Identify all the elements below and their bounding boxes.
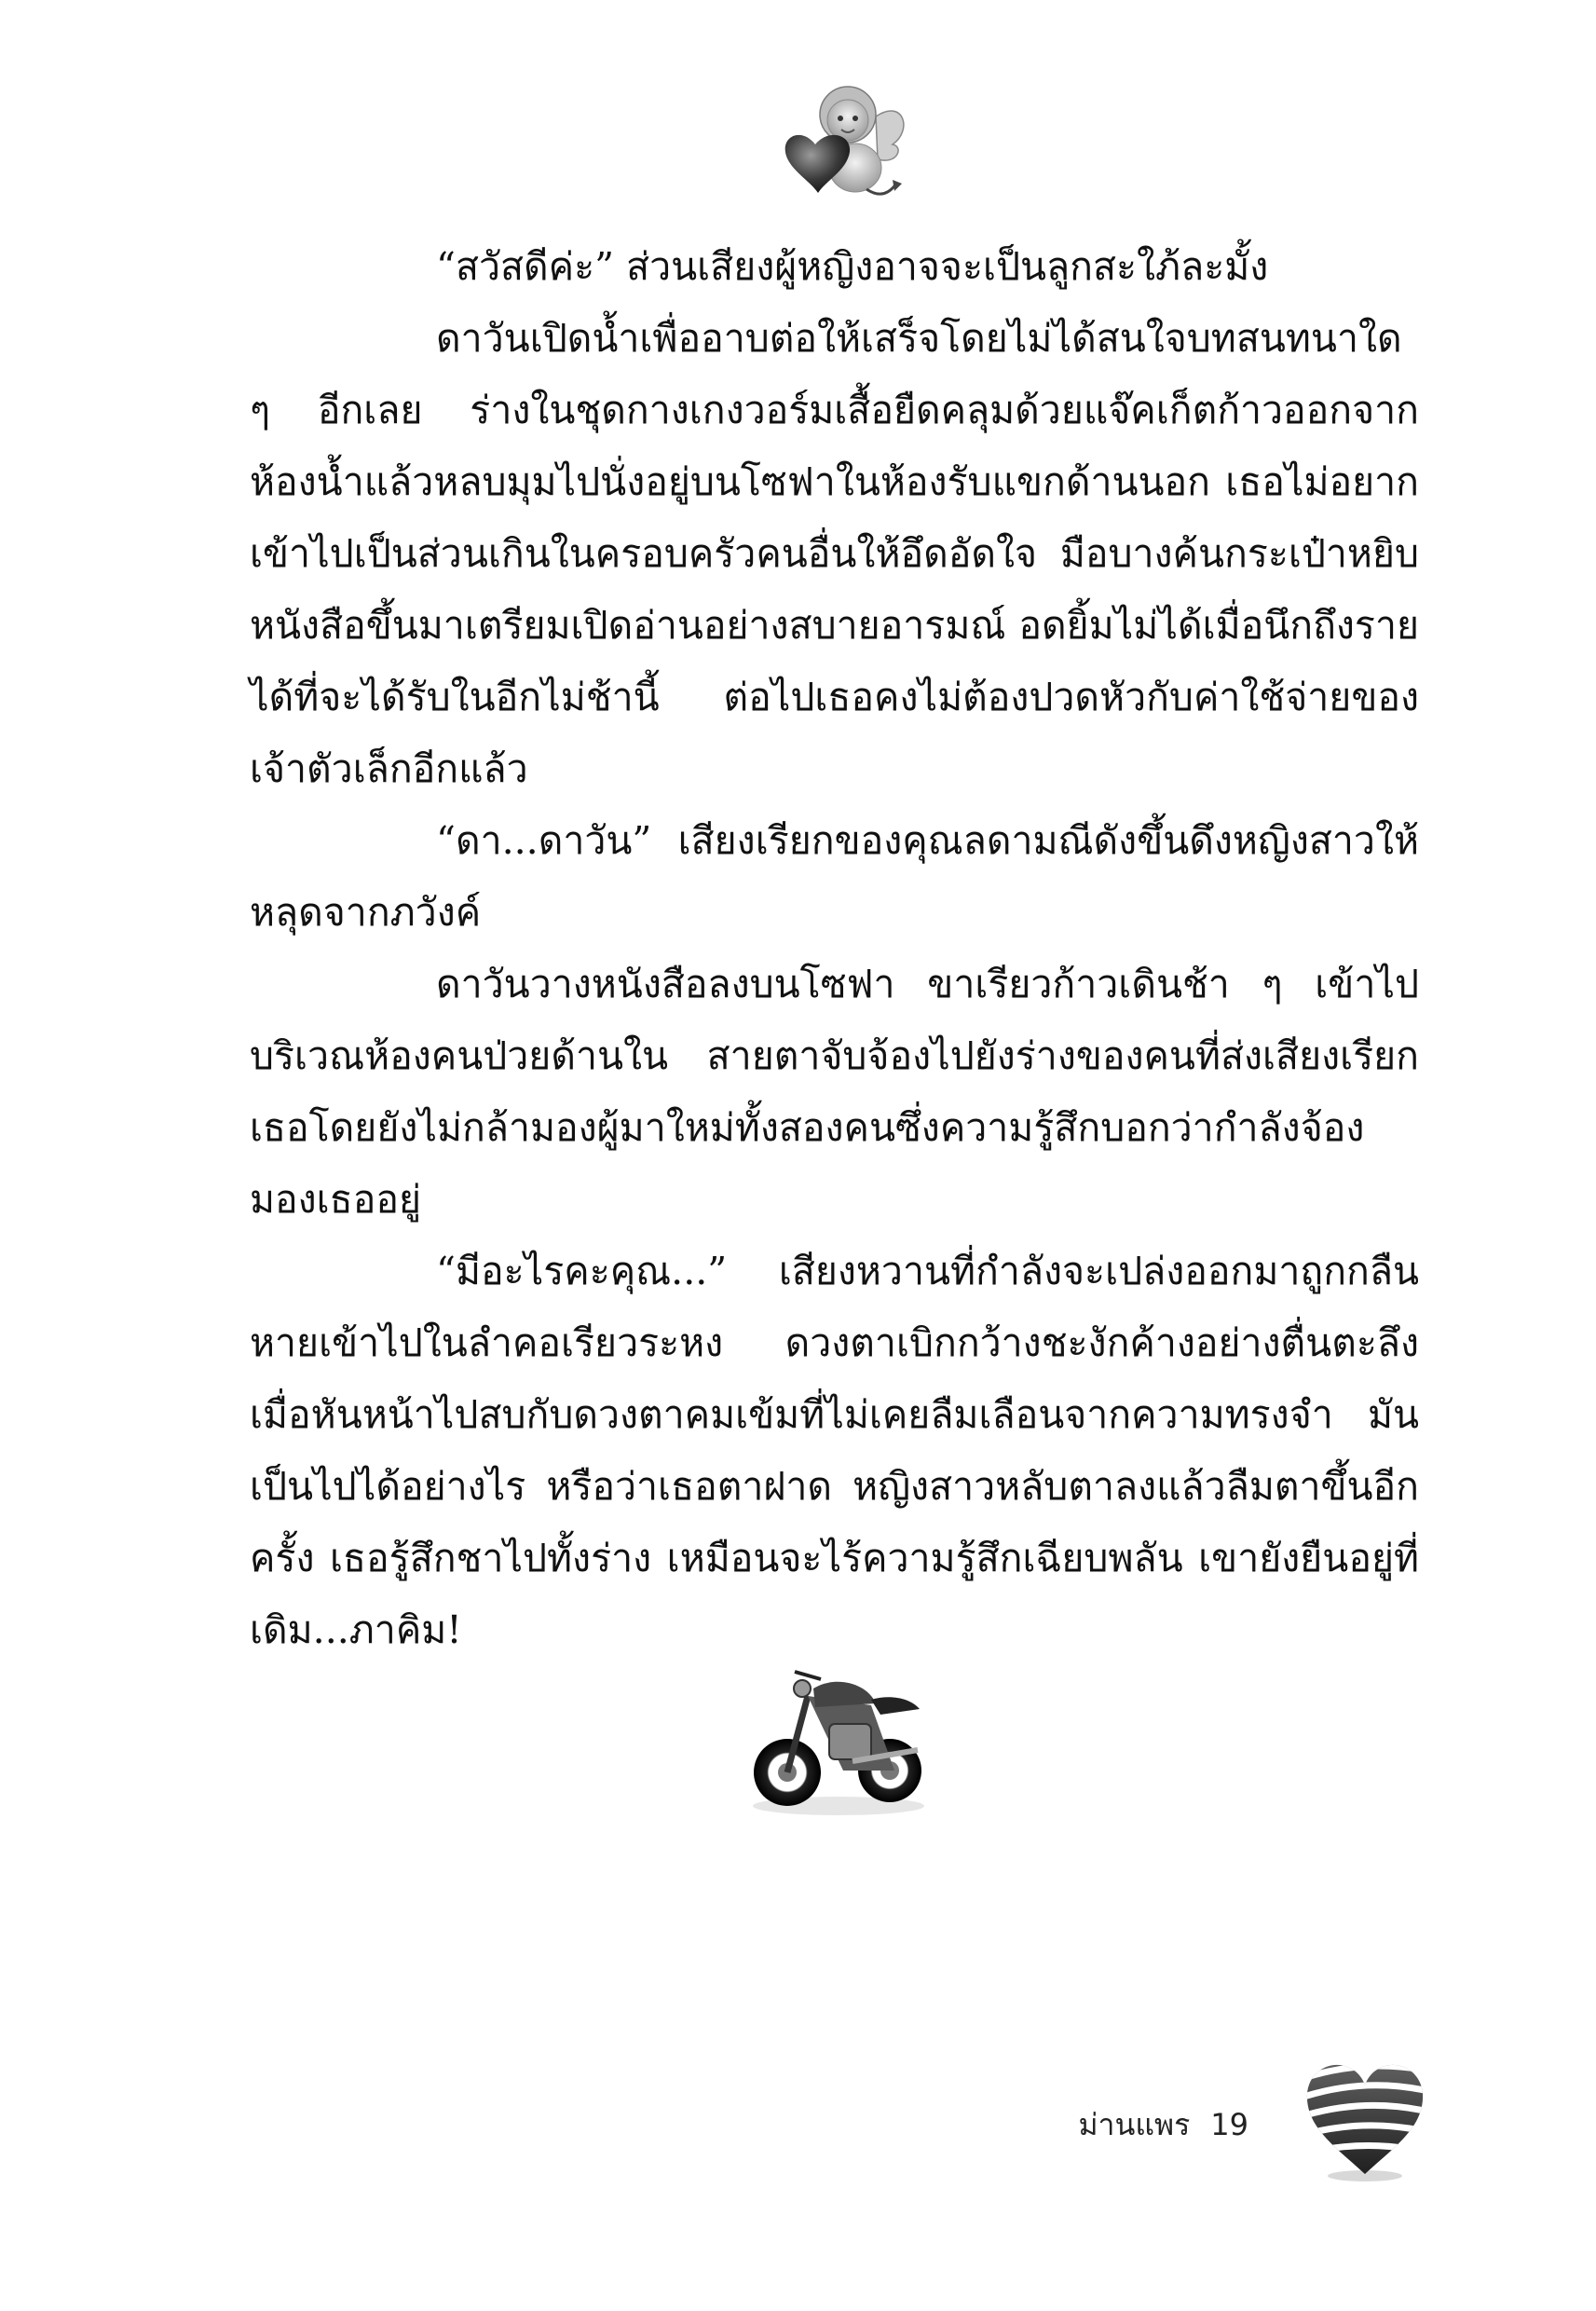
- paragraph-called: “ดา...ดาวัน” เสียงเรียกของคุณลดามณีดังขึ้นดึงหญิงสาวให้หลุดจากภวังค์: [250, 818, 1419, 935]
- story-text: [250, 231, 1419, 1666]
- page-footer: [1006, 2097, 1248, 2153]
- paragraph-greeting: “สวัสดีค่ะ” ส่วนเสียงผู้หญิงอาจจะเป็นลูกสะใภ้ละมั้ง: [436, 244, 1269, 289]
- motorcycle-icon: [741, 1631, 936, 1826]
- page-number: 19: [1210, 2107, 1248, 2142]
- author-name: ม่านแพร: [1078, 2106, 1191, 2142]
- striped-heart-icon: [1300, 2045, 1430, 2185]
- cupid-heart-icon: [773, 79, 913, 210]
- paragraph-shower: ดาวันเปิดน้ำเพื่ออาบต่อให้เสร็จโดยไม่ได้สนใจบทสนทนาใด ๆ อีกเลย ร่างในชุดกางเกงวอร์มเสื้อยืดคลุมด้วยแจ๊คเก็ตก้าวออกจากห้องน้ำแล้วหลบมุมไปนั่งอยู่บนโซฟาในห้องรับแขกด้านนอก เธอไม่อยากเข้าไปเป็นส่วนเกินในครอบครัวคนอื่นให้อึดอัดใจ มือบางค้นกระเป๋าหยิบหนังสือขึ้นมาเตรียมเปิดอ่านอย่างสบายอารมณ์ อดยิ้มไม่ได้เมื่อนึกถึงรายได้ที่จะได้รับในอีกไม่ช้านี้ ต่อไปเธอคงไม่ต้องปวดหัวกับค่าใช้จ่ายของเจ้าตัวเล็กอีกแล้ว: [250, 316, 1419, 791]
- paragraph-walks-in: ดาวันวางหนังสือลงบนโซฟา ขาเรียวก้าวเดินช้า ๆ เข้าไปบริเวณห้องคนป่วยด้านใน สายตาจับจ้องไปยังร่างของคนที่ส่งเสียงเรียกเธอโดยยังไม่กล้ามองผู้มาใหม่ทั้งสองคนซึ่งความรู้สึกบอกว่ากำลังจ้องมองเธออยู่: [250, 962, 1419, 1222]
- paragraph-recognition: “มีอะไรคะคุณ...” เสียงหวานที่กำลังจะเปล่งออกมาถูกกลืนหายเข้าไปในลำคอเรียวระหง ดวงตาเบิกกว้างชะงักค้างอย่างตื่นตะลึงเมื่อหันหน้าไปสบกับดวงตาคมเข้มที่ไม่เคยลืมเลือนจากความทรงจำ มันเป็นไปได้อย่างไร หรือว่าเธอตาฝาด หญิงสาวหลับตาลงแล้วลืมตาขึ้นอีกครั้ง เธอรู้สึกชาไปทั้งร่าง เหมือนจะไร้ความรู้สึกเฉียบพลัน เขายังยืนอยู่ที่เดิม...ภาคิม!: [250, 1249, 1419, 1652]
